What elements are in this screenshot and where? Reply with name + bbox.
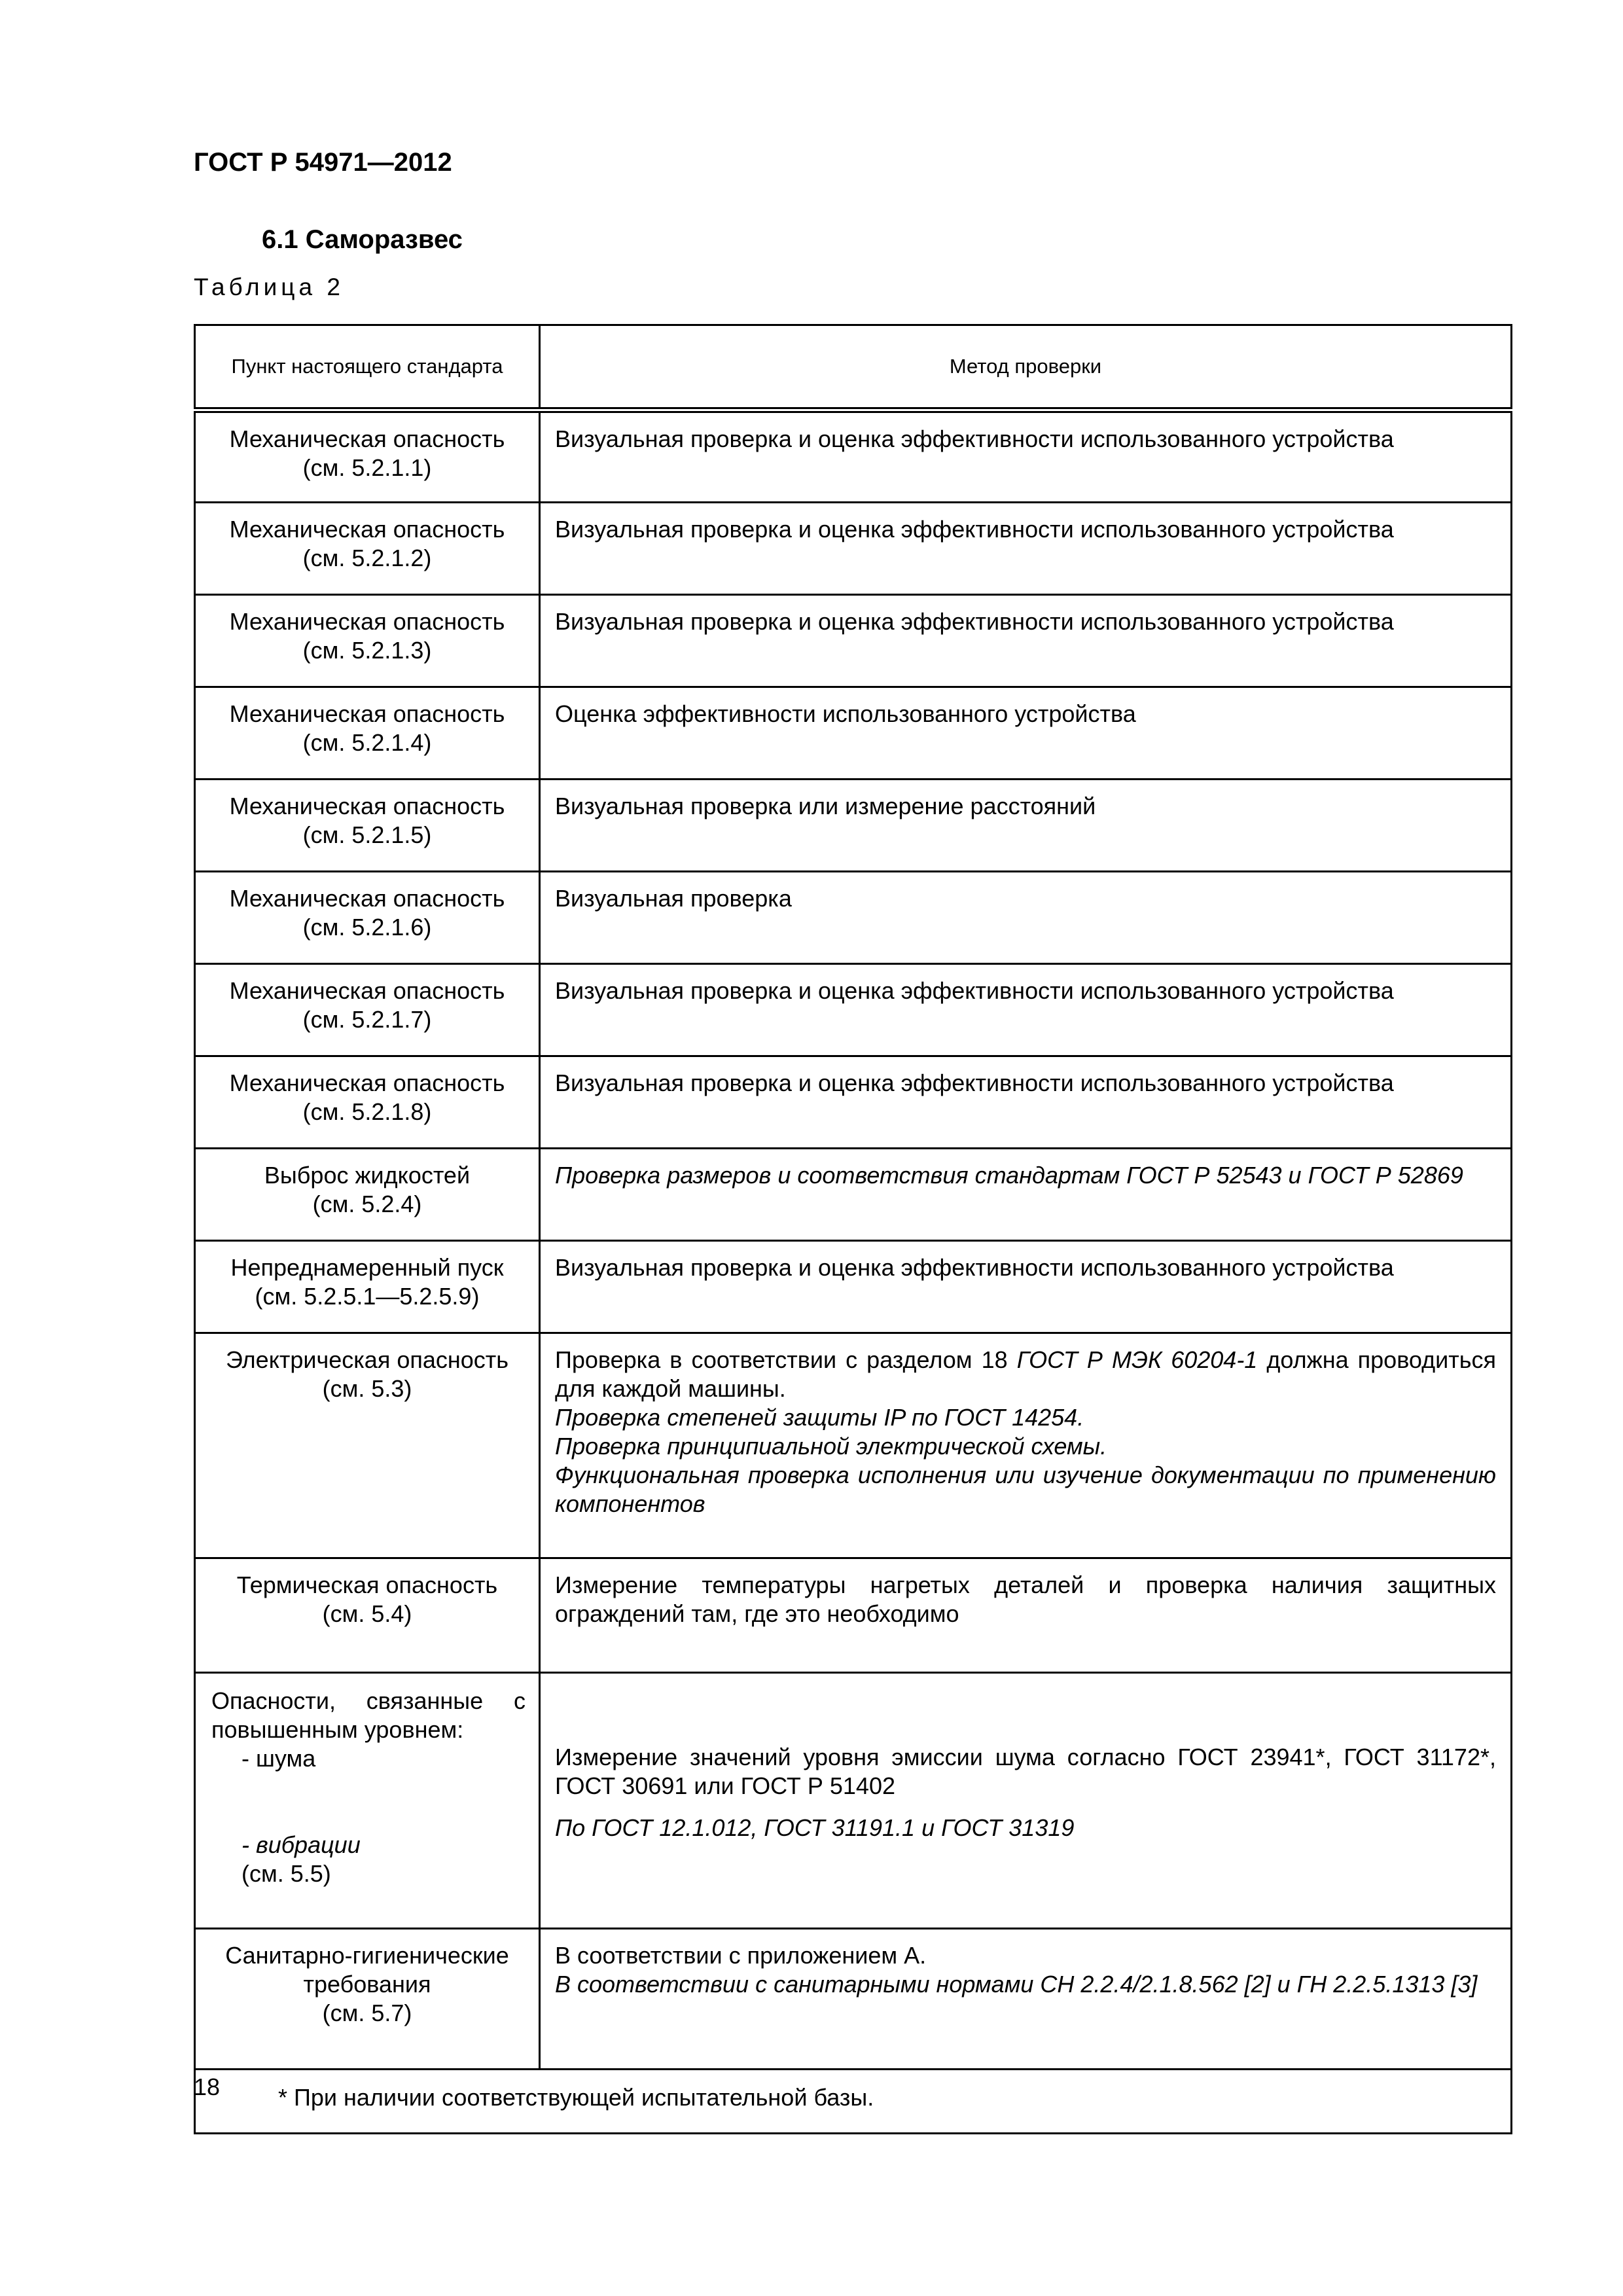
clause-ref: (см. 5.2.1.3) <box>302 637 432 664</box>
method-italic-line: Проверка степеней защиты IP по ГОСТ 14254. <box>555 1404 1084 1431</box>
table-row <box>195 503 1512 595</box>
clause-cell <box>195 1558 540 1673</box>
method-line: В соответствии с приложением А. <box>555 1942 927 1969</box>
method-cell: Визуальная проверка или измерение расстояний <box>540 780 1512 872</box>
clause-cell <box>195 1149 540 1241</box>
method-text: Проверка в соответствии с разделом 18 <box>555 1346 1017 1373</box>
section-title: 6.1 Саморазвес <box>262 225 463 254</box>
method-italic-line: Функциональная проверка исполнения или изучение документации по применению компонентов <box>555 1462 1496 1517</box>
method-cell: Визуальная проверка и оценка эффективности использованного устройства <box>540 503 1512 595</box>
method-line <box>555 1346 1496 1403</box>
table-row <box>195 1056 1512 1149</box>
method-italic-line: Проверка принципиальной электрической схемы. <box>555 1433 1107 1460</box>
clause-ref: (см. 5.2.1.4) <box>302 729 432 756</box>
table-row <box>195 780 1512 872</box>
method-cell <box>540 1673 1512 1929</box>
noise-method: Измерение значений уровня эмиссии шума согласно ГОСТ 23941*, ГОСТ 31172*, ГОСТ 30691 или ГОСТ Р 51402 <box>555 1744 1496 1799</box>
clause-name: Механическая опасность <box>229 1069 505 1096</box>
table-caption: Таблица 2 <box>194 274 344 300</box>
column-header-clause: Пункт настоящего стандарта <box>195 325 540 410</box>
table-header-row <box>195 325 1512 410</box>
clause-ref: (см. 5.3) <box>322 1375 412 1402</box>
document-code: ГОСТ Р 54971—2012 <box>194 148 452 177</box>
clause-name: Электрическая опасность <box>226 1346 508 1373</box>
method-text: должна проводиться для каждой машины. <box>555 1346 1496 1402</box>
clause-cell <box>195 1673 540 1929</box>
method-cell: Измерение температуры нагретых деталей и проверка наличия защитных ограждений там, где это необходимо <box>540 1558 1512 1673</box>
method-cell: Визуальная проверка и оценка эффективности использованного устройства <box>540 595 1512 687</box>
clause-name: Выброс жидкостей <box>264 1162 471 1189</box>
clause-name: Механическая опасность <box>229 885 505 912</box>
column-header-method: Метод проверки <box>540 325 1512 410</box>
method-cell: Оценка эффективности использованного устройства <box>540 687 1512 780</box>
table-row <box>195 410 1512 503</box>
clause-name: Термическая опасность <box>236 1571 498 1598</box>
method-cell: Визуальная проверка и оценка эффективности использованного устройства <box>540 964 1512 1056</box>
table-row-electrical <box>195 1333 1512 1558</box>
noise-label: - шума <box>241 1745 316 1772</box>
clause-ref: (см. 5.2.1.7) <box>302 1006 432 1033</box>
method-cell <box>540 1929 1512 2070</box>
vibration-method: По ГОСТ 12.1.012, ГОСТ 31191.1 и ГОСТ 31319 <box>555 1814 1075 1841</box>
table-row <box>195 687 1512 780</box>
clause-ref: (см. 5.2.4) <box>312 1191 422 1217</box>
clause-cell <box>195 1056 540 1149</box>
page-number: 18 <box>194 2073 221 2100</box>
table-row-sanitary <box>195 1929 1512 2070</box>
method-cell: Визуальная проверка и оценка эффективности использованного устройства <box>540 410 1512 503</box>
clause-ref: (см. 5.2.5.1—5.2.5.9) <box>255 1283 480 1310</box>
clause-name: Механическая опасность <box>229 977 505 1004</box>
clause-ref: (см. 5.2.1.1) <box>302 454 432 481</box>
clause-ref: (см. 5.2.1.5) <box>302 821 432 848</box>
clause-name: Механическая опасность <box>229 425 505 452</box>
clause-cell <box>195 1241 540 1333</box>
clause-name-continued: требования <box>303 1971 431 1998</box>
clause-name: Механическая опасность <box>229 516 505 543</box>
method-cell: Визуальная проверка и оценка эффективности использованного устройства <box>540 1241 1512 1333</box>
clause-name: Опасности, связанные с <box>211 1687 526 1714</box>
clause-name: Механическая опасность <box>229 608 505 635</box>
table-row-thermal <box>195 1558 1512 1673</box>
clause-cell <box>195 687 540 780</box>
table-row <box>195 1149 1512 1241</box>
vibration-label: - вибрации <box>241 1831 361 1858</box>
clause-name: Механическая опасность <box>229 700 505 727</box>
clause-cell <box>195 503 540 595</box>
method-cell <box>540 1149 1512 1241</box>
method-cell: Визуальная проверка <box>540 872 1512 964</box>
method-cell <box>540 1333 1512 1558</box>
table-row-noise-vibration <box>195 1673 1512 1929</box>
clause-name: Непреднамеренный пуск <box>230 1254 504 1281</box>
table-row <box>195 1241 1512 1333</box>
table-row <box>195 964 1512 1056</box>
clause-ref: (см. 5.7) <box>322 2000 412 2026</box>
table-row <box>195 872 1512 964</box>
clause-name-continued: повышенным уровнем: <box>211 1716 464 1743</box>
clause-cell <box>195 1929 540 2070</box>
table-row <box>195 595 1512 687</box>
footnote: * При наличии соответствующей испытательной базы. <box>195 2070 1512 2134</box>
clause-cell <box>195 964 540 1056</box>
clause-ref: (см. 5.2.1.6) <box>302 914 432 941</box>
clause-cell <box>195 595 540 687</box>
standard-reference: ГОСТ Р МЭК 60204-1 <box>1016 1346 1258 1373</box>
verification-table <box>194 324 1512 2134</box>
clause-ref: (см. 5.5) <box>241 1860 331 1887</box>
clause-cell <box>195 872 540 964</box>
method-italic-line: В соответствии с санитарными нормами СН 2.2.4/2.1.8.562 [2] и ГН 2.2.5.1313 [3] <box>555 1971 1478 1998</box>
method-italic-text: Проверка размеров и соответствия стандартам ГОСТ Р 52543 и ГОСТ Р 52869 <box>555 1162 1463 1189</box>
clause-ref: (см. 5.2.1.2) <box>302 545 432 571</box>
table-footnote-row <box>195 2070 1512 2134</box>
clause-cell <box>195 1333 540 1558</box>
clause-ref: (см. 5.2.1.8) <box>302 1098 432 1125</box>
method-cell: Визуальная проверка и оценка эффективности использованного устройства <box>540 1056 1512 1149</box>
clause-name: Механическая опасность <box>229 793 505 819</box>
clause-name: Санитарно-гигиенические <box>225 1942 509 1969</box>
clause-cell <box>195 410 540 503</box>
clause-cell <box>195 780 540 872</box>
clause-ref: (см. 5.4) <box>322 1600 412 1627</box>
